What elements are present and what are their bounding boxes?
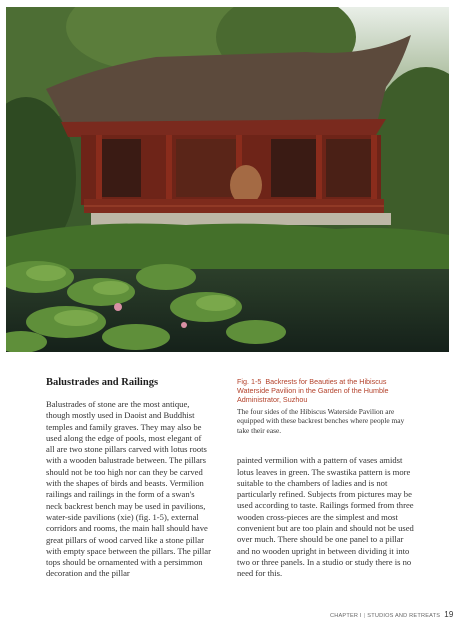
- figure-label: Fig. 1-5: [237, 377, 262, 386]
- page-number: 19: [444, 610, 454, 619]
- pavilion-photo: [6, 7, 449, 352]
- figure-title: Backrests for Beauties at the Hibiscus Waterside Pavilion in the Garden of the Humble Administrator, Suzhou: [237, 377, 389, 404]
- figure-caption-title: [237, 377, 415, 404]
- main-text-column: [46, 377, 212, 580]
- section-heading: Balustrades and Railings: [46, 377, 159, 388]
- page-footer: CHAPTER I | STUDIOS AND RETREATS 19: [330, 610, 454, 619]
- pavilion-illustration: [6, 7, 449, 352]
- right-column: [237, 377, 415, 579]
- body-paragraph-part2: painted vermilion with a pattern of vases amidst lotus leaves in green. The swastika pattern is more suitable to the chambers of ladies and is not particularly refined. Subjects from pictures may be used according to taste. Railings formed from three wooden cross-pieces are the simplest and most convenient but are too plain and should not be used over much. There should be one panel to a pillar and no wooden upright in between dividing it into two or three panels. In a studio or study there is no need for this.: [237, 455, 414, 579]
- figure-caption-text: The four sides of the Hibiscus Waterside Pavilion are equipped with these backrest benches where people may take their ease.: [237, 407, 405, 435]
- footer-chapter: CHAPTER I: [330, 613, 362, 619]
- body-paragraph-part1: Balustrades of stone are the most antique, though mostly used in Daoist and Buddhist temples and family graves. They may also be used along the edge of pools, most elegant of all are two stone pillars carved with lotus roots with a wooden balustrade between. The pillars should not be too high nor can they be carved with the shapes of birds and beasts. Vermilion railings and railings in the form of a swan's neck backrest bench may be used in pavilions, water-side pavilions (xie) (fig. 1-5), external corridors and rooms, the main hall should have great pillars of wood carved like a stone pillar with empty space between the pillars. The pillar tops should be ornamented with a persimmon decoration and the pillar: [46, 399, 211, 579]
- footer-title: STUDIOS AND RETREATS: [367, 613, 441, 619]
